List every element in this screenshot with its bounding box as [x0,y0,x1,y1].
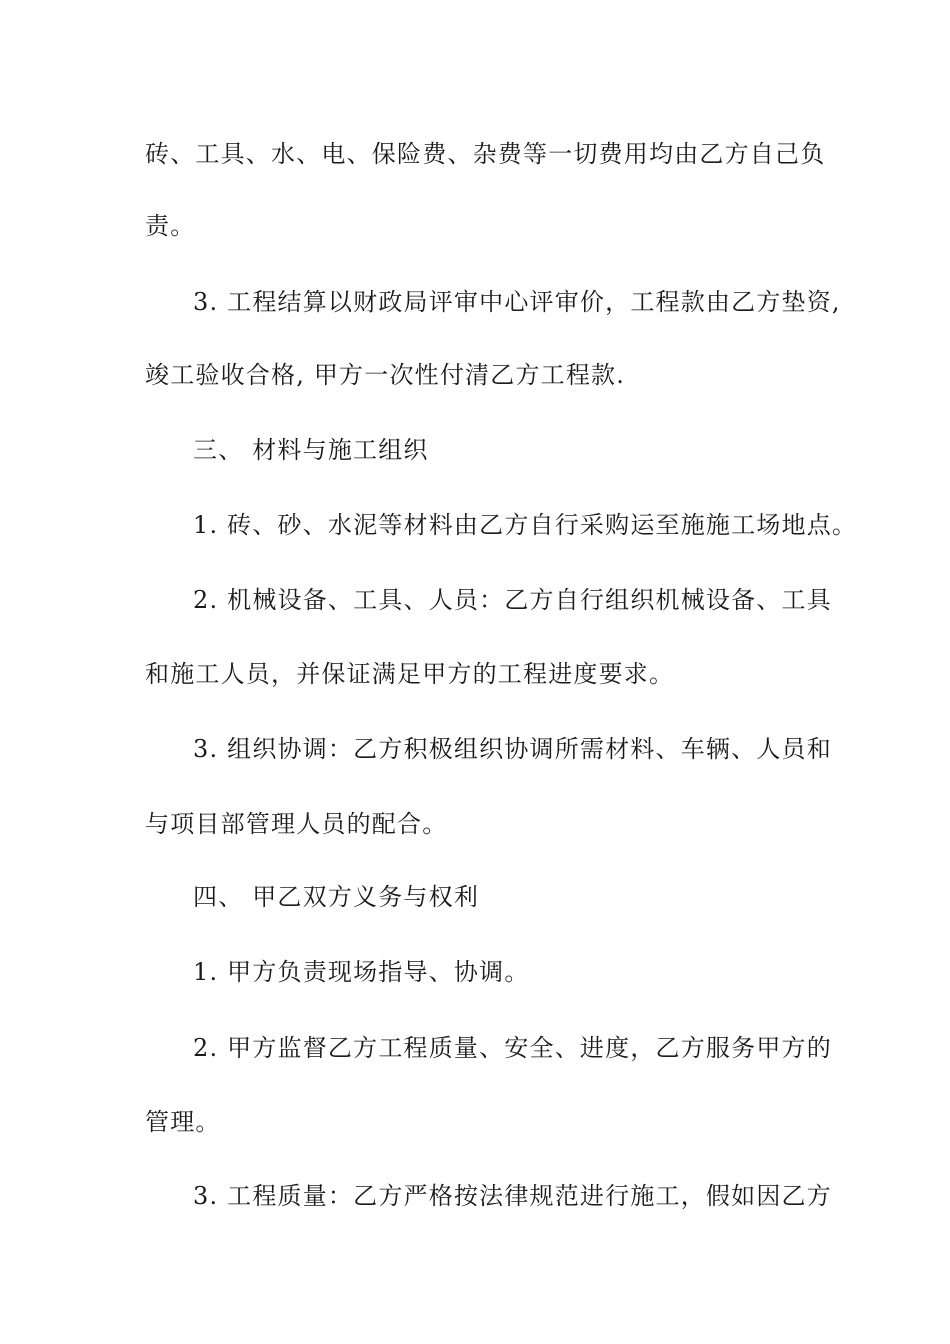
section-heading: 三、 材料与施工组织 [193,436,429,464]
paragraph-line: 1. 甲方负责现场指导、协调。 [193,958,530,986]
paragraph-line: 1. 砖、砂、水泥等材料由乙方自行采购运至施施工场地点。 [193,511,858,539]
paragraph-line: 与项目部管理人员的配合。 [145,810,448,838]
paragraph-line: 2. 机械设备、工具、人员：乙方自行组织机械设备、工具 [193,586,832,614]
paragraph-line: 管理。 [145,1108,221,1136]
paragraph-line: 2. 甲方监督乙方工程质量、安全、进度，乙方服务甲方的 [193,1034,832,1062]
paragraph-line: 3. 工程质量：乙方严格按法律规范进行施工，假如因乙方 [193,1182,832,1210]
paragraph-line: 3. 组织协调：乙方积极组织协调所需材料、车辆、人员和 [193,735,832,763]
paragraph-line: 责。 [145,212,196,240]
paragraph-line: 3. 工程结算以财政局评审中心评审价，工程款由乙方垫资, [193,288,841,316]
paragraph-line: 竣工验收合格, 甲方一次性付清乙方工程款. [145,361,626,389]
section-heading: 四、 甲乙双方义务与权利 [193,883,480,911]
paragraph-line: 和施工人员，并保证满足甲方的工程进度要求。 [145,660,675,688]
paragraph-line: 砖、工具、水、电、保险费、杂费等一切费用均由乙方自己负 [145,140,826,168]
